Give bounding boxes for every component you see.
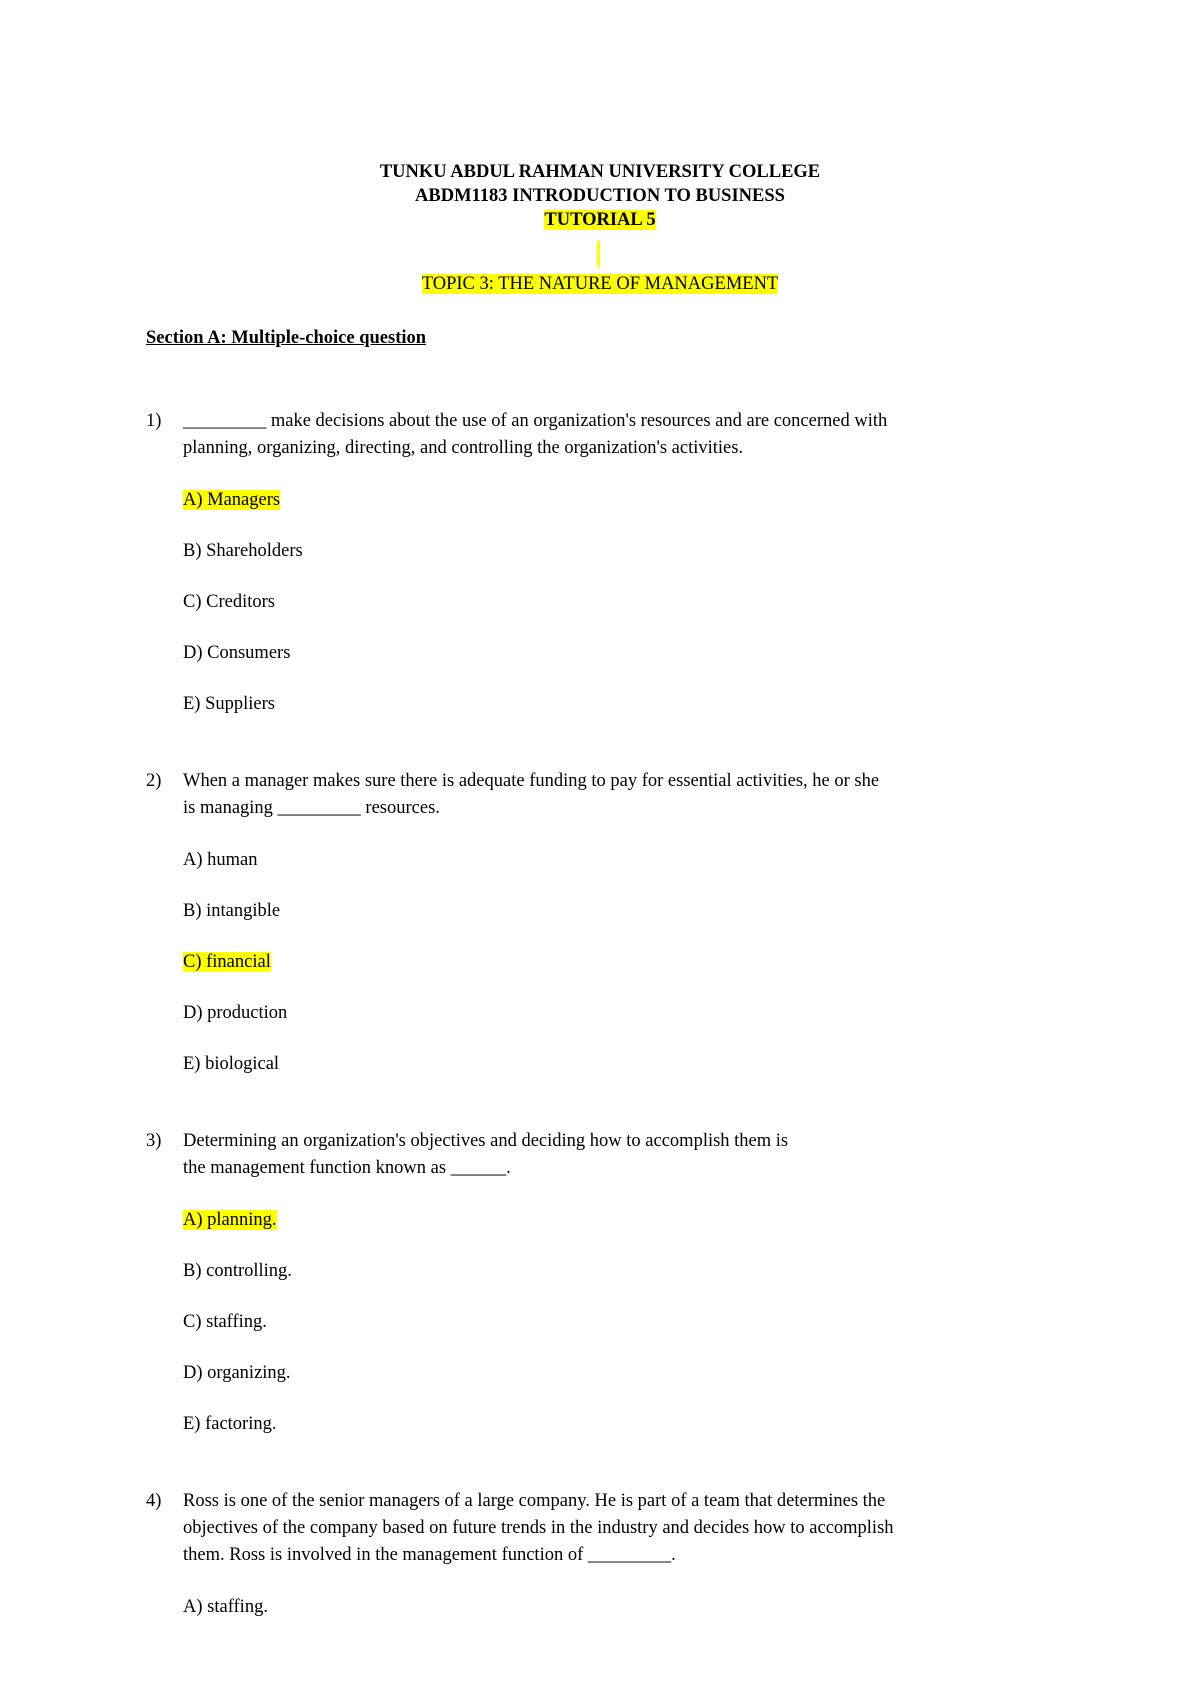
option-e: E) Suppliers [183,694,275,714]
question-number: 4) [146,1491,162,1511]
question-text-part: planning, organizing, directing, and controlling the organization's activities. [183,438,744,458]
option-d: D) organizing. [183,1363,291,1383]
question-text-part: resources. [360,798,440,818]
question-text-part: objectives of the company based on future trends in the industry and decides how to accomplish [183,1518,894,1538]
question-number: 2) [146,771,162,791]
topic-title [0,272,1200,296]
option-a: A) staffing. [183,1597,268,1617]
option-d: D) Consumers [183,643,291,663]
option-d: D) production [183,1003,288,1023]
tutorial-title [0,208,1200,232]
topic-label: TOPIC 3: THE NATURE OF MANAGEMENT [421,274,779,294]
question-text-part: them. Ross is involved in the management function of [183,1545,588,1565]
question-number: 1) [146,411,162,431]
option-label: A) Managers [183,490,281,510]
option-b: B) intangible [183,901,281,921]
option-b: B) controlling. [183,1261,292,1281]
question-text [183,1128,1063,1182]
option-e: E) factoring. [183,1414,277,1434]
course-title: ABDM1183 INTRODUCTION TO BUSINESS [415,186,785,206]
option-a [183,488,280,512]
option-e: E) biological [183,1054,280,1074]
tutorial-label: TUTORIAL 5 [544,210,656,230]
highlight-connector [597,241,600,267]
answer-blank: _________ [277,798,361,818]
question-text-part: make decisions about the use of an organization's resources and are concerned with [266,411,888,431]
question-text-part: Ross is one of the senior managers of a large company. He is part of a team that determines the [183,1491,886,1511]
question-text-part: When a manager makes sure there is adequate funding to pay for essential activities, he or she [183,771,880,791]
option-b: B) Shareholders [183,541,303,561]
question-text-part: the management function known as [183,1158,451,1178]
question-text [183,408,1063,462]
question-text [183,1488,1063,1569]
question-text-part: is managing [183,798,278,818]
question-text-part: Determining an organization's objectives and deciding how to accomplish them is [183,1131,789,1151]
answer-blank: _________ [587,1545,672,1565]
option-c [183,950,271,974]
option-label: A) planning. [183,1210,277,1230]
question-text [183,768,1063,822]
answer-blank: ______ [450,1158,507,1178]
question-number: 3) [146,1131,162,1151]
section-heading: Section A: Multiple-choice question [146,328,427,348]
question-text-part: . [671,1545,676,1565]
question-text-part: . [506,1158,511,1178]
option-a [183,1208,277,1232]
option-a: A) human [183,850,258,870]
option-c: C) staffing. [183,1312,267,1332]
answer-blank: _________ [183,411,267,431]
option-c: C) Creditors [183,592,275,612]
option-label: C) financial [183,952,271,972]
institution-title: TUNKU ABDUL RAHMAN UNIVERSITY COLLEGE [379,162,821,182]
